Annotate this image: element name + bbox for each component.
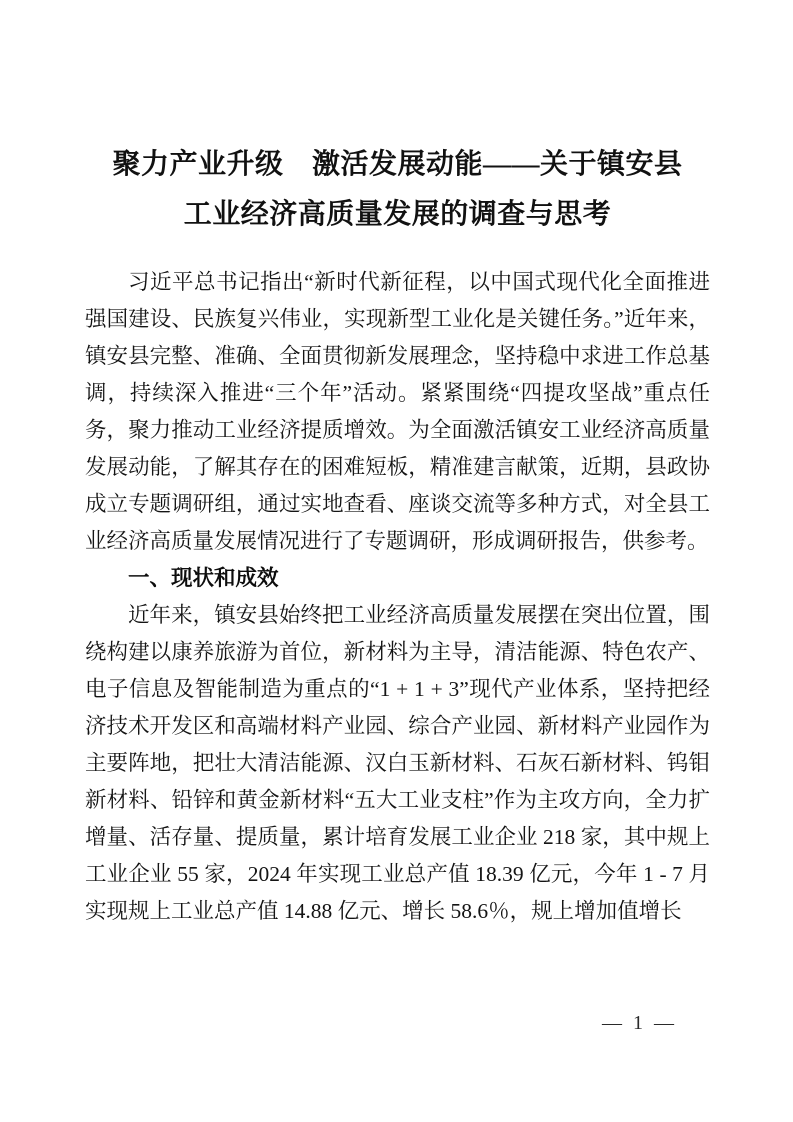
section1-paragraph: 近年来，镇安县始终把工业经济高质量发展摆在突出位置，围绕构建以康养旅游为首位，新材料为主导，清洁能源、特色农产、电子信息及智能制造为重点的“1 + 1 + 3”现代产业体系，坚持把经济技术开发区和高端材料产业园、综合产业园、新材料产业园作为主要阵地，把壮大清洁能源、汉白玉新材料、石灰石新材料、钨钼新材料、铅锌和黄金新材料“五大工业支柱”作为主攻方向，全力扩增量、活存量、提质量，累计培育发展工业企业 218 家，其中规上工业企业 55 家，2024 年实现工业总产值 18.39 亿元，今年 1 - 7 月实现规上工业总产值 14.88 亿元、增长 58.6％，规上增加值增长 bbox=[85, 603, 710, 923]
section-heading-current-status: 一、现状和成效 bbox=[128, 566, 279, 590]
document-title-line-1: 聚力产业升级 激活发展动能——关于镇安县 bbox=[112, 149, 683, 180]
document-title bbox=[85, 140, 710, 240]
intro-paragraph: 习近平总书记指出“新时代新征程，以中国式现代化全面推进强国建设、民族复兴伟业，实现新型工业化是关键任务。”近年来，镇安县完整、准确、全面贯彻新发展理念，坚持稳中求进工作总基调，持续深入推进“三个年”活动。紧紧围绕“四提攻坚战”重点任务，聚力推动工业经济提质增效。为全面激活镇安工业经济高质量发展动能，了解其存在的困难短板，精准建言献策，近期，县政协成立专题调研组，通过实地查看、座谈交流等多种方式，对全县工业经济高质量发展情况进行了专题调研，形成调研报告，供参考。 bbox=[85, 270, 710, 553]
document-title-line-2: 工业经济高质量发展的调查与思考 bbox=[183, 199, 612, 230]
page-number: — 1 — bbox=[602, 1012, 677, 1034]
